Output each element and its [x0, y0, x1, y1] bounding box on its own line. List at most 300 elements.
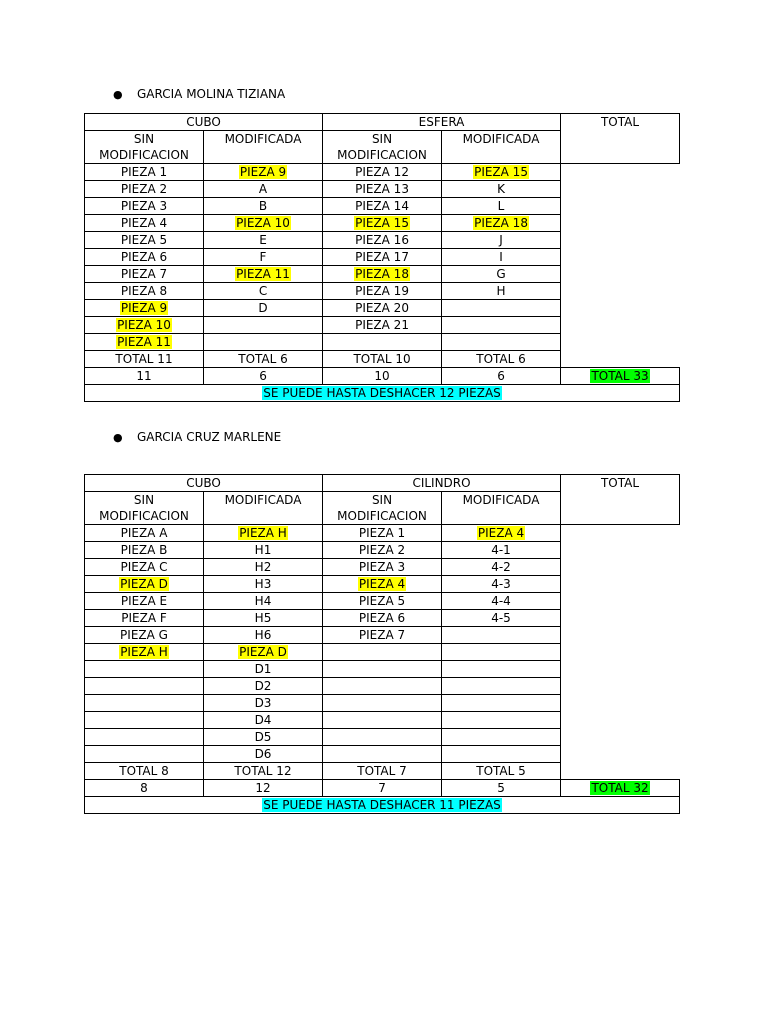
table-cell — [323, 317, 442, 334]
cell-text: D3 — [254, 696, 272, 710]
table-cell — [442, 249, 561, 266]
cell-text: MODIFICADA — [224, 493, 302, 507]
table-cell — [442, 576, 561, 593]
table-row — [85, 627, 680, 644]
table-cell — [85, 593, 204, 610]
table-cell — [85, 181, 204, 198]
highlighted-cell-text: PIEZA H — [239, 526, 287, 540]
highlighted-cell-text: PIEZA D — [239, 645, 287, 659]
blank-total-cell — [561, 661, 680, 678]
cell-text: D5 — [254, 730, 272, 744]
cell-text: SIN MODIFICACION — [337, 132, 427, 162]
highlighted-cell-text: PIEZA H — [120, 645, 168, 659]
table-row — [85, 593, 680, 610]
cell-text: D1 — [254, 662, 272, 676]
pieces-table — [84, 474, 680, 814]
table-cell — [323, 334, 442, 351]
cell-text: TOTAL 10 — [353, 352, 411, 366]
cell-text: 4-2 — [491, 560, 511, 574]
cell-text: PIEZA 14 — [355, 199, 409, 213]
table-row — [85, 746, 680, 763]
highlighted-cell-text: PIEZA 15 — [355, 216, 409, 230]
table-cell — [85, 215, 204, 232]
cell-text: H4 — [254, 594, 272, 608]
table-cell — [204, 334, 323, 351]
cell-text: PIEZA B — [120, 543, 168, 557]
cell-text: G — [496, 267, 506, 281]
table-cell — [442, 644, 561, 661]
group-header — [85, 475, 323, 492]
blank-total-cell — [561, 351, 680, 368]
cell-text: I — [499, 250, 503, 264]
table-cell — [204, 300, 323, 317]
table-cell — [85, 559, 204, 576]
highlighted-cell-text: PIEZA 10 — [236, 216, 290, 230]
cell-text: 4-5 — [491, 611, 511, 625]
table-cell — [204, 542, 323, 559]
cell-text: ESFERA — [418, 115, 465, 129]
table-cell — [204, 181, 323, 198]
highlighted-cell-text: PIEZA 18 — [474, 216, 528, 230]
blank-total-cell — [561, 729, 680, 746]
cell-text: 5 — [497, 781, 505, 795]
total-label — [323, 351, 442, 368]
cell-text: PIEZA G — [120, 628, 168, 642]
student-name: GARCIA CRUZ MARLENE — [137, 430, 282, 444]
total-label — [204, 351, 323, 368]
blank-total-cell — [561, 334, 680, 351]
table-cell — [442, 559, 561, 576]
cell-text: 6 — [497, 369, 505, 383]
cell-text: H — [496, 284, 506, 298]
cell-text: PIEZA 21 — [355, 318, 409, 332]
blank-total-cell — [561, 678, 680, 695]
cell-text: D — [258, 301, 268, 315]
cell-text: 11 — [136, 369, 152, 383]
student-heading — [113, 429, 281, 445]
table-cell — [204, 576, 323, 593]
cell-text: H6 — [254, 628, 272, 642]
cell-text: C — [258, 284, 268, 298]
table-cell — [85, 695, 204, 712]
cell-text: PIEZA 13 — [355, 182, 409, 196]
table-cell — [204, 627, 323, 644]
cell-text: PIEZA 12 — [355, 165, 409, 179]
blank-total-cell — [561, 181, 680, 198]
table-cell — [442, 164, 561, 181]
blank-total-cell — [561, 627, 680, 644]
column-header — [85, 492, 204, 525]
table-cell — [442, 215, 561, 232]
cell-text: H1 — [254, 543, 272, 557]
cell-text: 8 — [140, 781, 148, 795]
table-cell — [85, 712, 204, 729]
totals-label-row — [85, 351, 680, 368]
table-cell — [85, 164, 204, 181]
cell-text: PIEZA 4 — [120, 216, 168, 230]
table-cell — [85, 610, 204, 627]
highlighted-cell-text: TOTAL 33 — [591, 369, 649, 383]
table-cell — [442, 542, 561, 559]
table-row — [85, 215, 680, 232]
table-cell — [204, 678, 323, 695]
blank-total-cell — [561, 644, 680, 661]
table-cell — [85, 317, 204, 334]
table-row — [85, 729, 680, 746]
cell-text: PIEZA 6 — [120, 250, 168, 264]
table-row — [85, 283, 680, 300]
cell-text: H5 — [254, 611, 272, 625]
table-cell — [323, 542, 442, 559]
blank-total-cell — [561, 249, 680, 266]
blank-total-cell — [561, 593, 680, 610]
table-cell — [323, 576, 442, 593]
table-row — [85, 164, 680, 181]
cell-text: PIEZA 3 — [120, 199, 168, 213]
cell-text: A — [258, 182, 268, 196]
table-cell — [85, 627, 204, 644]
table-cell — [442, 729, 561, 746]
table-cell — [323, 164, 442, 181]
table-cell — [323, 712, 442, 729]
cell-text: PIEZA 5 — [358, 594, 406, 608]
total-value — [442, 780, 561, 797]
table-row — [85, 300, 680, 317]
table-cell — [204, 232, 323, 249]
table-cell — [85, 542, 204, 559]
table-cell — [323, 678, 442, 695]
student-name: GARCIA MOLINA TIZIANA — [137, 87, 286, 101]
cell-text: PIEZA F — [121, 611, 167, 625]
table-row — [85, 559, 680, 576]
cell-text: CUBO — [186, 476, 221, 490]
cell-text: MODIFICADA — [462, 493, 540, 507]
table-cell — [442, 678, 561, 695]
blank-total-cell — [561, 317, 680, 334]
total-label — [442, 351, 561, 368]
column-header — [323, 131, 442, 164]
table-cell — [85, 334, 204, 351]
total-label — [442, 763, 561, 780]
cell-text: H3 — [254, 577, 272, 591]
blank-total-cell — [561, 576, 680, 593]
bullet-icon: ● — [113, 431, 123, 444]
table-cell — [442, 334, 561, 351]
table-cell — [323, 266, 442, 283]
table-cell — [442, 746, 561, 763]
column-header — [442, 492, 561, 525]
blank-total-cell — [561, 712, 680, 729]
table-cell — [323, 729, 442, 746]
grand-total — [561, 780, 680, 797]
table-cell — [323, 627, 442, 644]
table-cell — [442, 232, 561, 249]
cell-text: 4-3 — [491, 577, 511, 591]
total-value — [85, 780, 204, 797]
table-row — [85, 644, 680, 661]
cell-text: E — [259, 233, 267, 247]
blank-total-cell — [561, 746, 680, 763]
table-cell — [442, 661, 561, 678]
table-row — [85, 712, 680, 729]
group-header — [85, 114, 323, 131]
table-cell — [85, 198, 204, 215]
cell-text: D6 — [254, 747, 272, 761]
note-row — [85, 385, 680, 402]
cell-text: TOTAL — [600, 476, 640, 490]
table-cell — [204, 215, 323, 232]
highlighted-cell-text: SE PUEDE HASTA DESHACER 11 PIEZAS — [263, 798, 501, 812]
blank-total-cell — [561, 215, 680, 232]
table-row — [85, 525, 680, 542]
blank-total-cell — [561, 283, 680, 300]
cell-text: PIEZA E — [120, 594, 168, 608]
blank-total-cell — [561, 232, 680, 249]
group-header-row — [85, 475, 680, 492]
table-cell — [85, 232, 204, 249]
cell-text: B — [258, 199, 268, 213]
blank-total-cell — [561, 198, 680, 215]
cell-text: TOTAL 5 — [476, 764, 526, 778]
table-row — [85, 198, 680, 215]
cell-text: CUBO — [186, 115, 221, 129]
cell-text: PIEZA 7 — [358, 628, 406, 642]
cell-text: L — [497, 199, 505, 213]
cell-text: MODIFICADA — [224, 132, 302, 146]
highlighted-cell-text: PIEZA 10 — [117, 318, 171, 332]
table-row — [85, 695, 680, 712]
cell-text: SIN MODIFICACION — [99, 132, 189, 162]
table-cell — [85, 266, 204, 283]
highlighted-cell-text: PIEZA 4 — [477, 526, 525, 540]
group-header-row — [85, 114, 680, 131]
table-cell — [442, 266, 561, 283]
note-row — [85, 797, 680, 814]
highlighted-cell-text: PIEZA 15 — [474, 165, 528, 179]
cell-text: 6 — [259, 369, 267, 383]
cell-text: PIEZA 1 — [358, 526, 406, 540]
table-cell — [323, 300, 442, 317]
table-row — [85, 334, 680, 351]
table-cell — [323, 283, 442, 300]
table-cell — [204, 164, 323, 181]
cell-text: SIN MODIFICACION — [99, 493, 189, 523]
column-header — [204, 131, 323, 164]
column-header — [442, 131, 561, 164]
total-label — [204, 763, 323, 780]
total-value — [323, 780, 442, 797]
highlighted-cell-text: PIEZA 4 — [358, 577, 406, 591]
pieces-table-section — [84, 113, 679, 402]
cell-text: TOTAL 12 — [234, 764, 292, 778]
cell-text: D2 — [254, 679, 272, 693]
cell-text: PIEZA 2 — [120, 182, 168, 196]
bullet-icon: ● — [113, 88, 123, 101]
total-header — [561, 114, 680, 164]
cell-text: SIN MODIFICACION — [337, 493, 427, 523]
table-row — [85, 317, 680, 334]
cell-text: D4 — [254, 713, 272, 727]
cell-text: K — [497, 182, 505, 196]
table-cell — [85, 249, 204, 266]
totals-value-row — [85, 780, 680, 797]
pieces-table-section — [84, 474, 679, 814]
group-header — [323, 114, 561, 131]
table-cell — [323, 746, 442, 763]
column-header — [85, 131, 204, 164]
table-cell — [323, 559, 442, 576]
table-row — [85, 661, 680, 678]
total-value — [204, 780, 323, 797]
table-row — [85, 232, 680, 249]
table-cell — [442, 712, 561, 729]
table-cell — [85, 300, 204, 317]
table-cell — [85, 661, 204, 678]
cell-text: 4-1 — [491, 543, 511, 557]
table-row — [85, 181, 680, 198]
table-cell — [323, 661, 442, 678]
table-cell — [442, 317, 561, 334]
total-label — [85, 763, 204, 780]
cell-text: PIEZA A — [120, 526, 168, 540]
table-cell — [204, 729, 323, 746]
table-cell — [442, 525, 561, 542]
table-cell — [204, 610, 323, 627]
table-cell — [442, 593, 561, 610]
blank-total-cell — [561, 525, 680, 542]
cell-text: J — [499, 233, 503, 247]
table-cell — [323, 525, 442, 542]
column-header — [323, 492, 442, 525]
table-cell — [442, 300, 561, 317]
table-cell — [204, 266, 323, 283]
blank-total-cell — [561, 559, 680, 576]
cell-text: CILINDRO — [412, 476, 471, 490]
cell-text: PIEZA 16 — [355, 233, 409, 247]
table-cell — [323, 695, 442, 712]
cell-text: PIEZA 2 — [358, 543, 406, 557]
table-cell — [323, 232, 442, 249]
pieces-table — [84, 113, 680, 402]
cell-text: 10 — [374, 369, 390, 383]
cell-text: PIEZA 5 — [120, 233, 168, 247]
cell-text: PIEZA 17 — [355, 250, 409, 264]
table-cell — [323, 249, 442, 266]
cell-text: PIEZA C — [120, 560, 168, 574]
student-heading — [113, 86, 285, 102]
table-cell — [204, 593, 323, 610]
table-cell — [204, 746, 323, 763]
blank-total-cell — [561, 300, 680, 317]
cell-text: TOTAL 6 — [238, 352, 288, 366]
table-cell — [442, 695, 561, 712]
cell-text: 7 — [378, 781, 386, 795]
table-cell — [204, 525, 323, 542]
table-cell — [85, 525, 204, 542]
table-cell — [204, 283, 323, 300]
table-cell — [204, 712, 323, 729]
table-cell — [85, 678, 204, 695]
table-cell — [323, 593, 442, 610]
blank-total-cell — [561, 695, 680, 712]
table-cell — [204, 644, 323, 661]
cell-text: PIEZA 3 — [358, 560, 406, 574]
table-cell — [204, 249, 323, 266]
blank-total-cell — [561, 763, 680, 780]
totals-value-row — [85, 368, 680, 385]
cell-text: PIEZA 8 — [120, 284, 168, 298]
table-row — [85, 266, 680, 283]
highlighted-cell-text: PIEZA 18 — [355, 267, 409, 281]
cell-text: TOTAL 8 — [119, 764, 169, 778]
blank-total-cell — [561, 266, 680, 283]
cell-text: 12 — [255, 781, 271, 795]
cell-text: PIEZA 7 — [120, 267, 168, 281]
table-row — [85, 542, 680, 559]
table-cell — [442, 283, 561, 300]
table-cell — [442, 627, 561, 644]
table-cell — [323, 198, 442, 215]
table-row — [85, 249, 680, 266]
column-header — [204, 492, 323, 525]
total-value — [85, 368, 204, 385]
highlighted-cell-text: PIEZA 9 — [239, 165, 287, 179]
cell-text: 4-4 — [491, 594, 511, 608]
table-cell — [442, 610, 561, 627]
table-row — [85, 610, 680, 627]
total-value — [442, 368, 561, 385]
total-header — [561, 475, 680, 525]
table-cell — [442, 181, 561, 198]
total-value — [323, 368, 442, 385]
highlighted-cell-text: PIEZA 11 — [236, 267, 290, 281]
cell-text: TOTAL 6 — [476, 352, 526, 366]
table-cell — [323, 610, 442, 627]
table-cell — [85, 576, 204, 593]
cell-text: TOTAL 11 — [115, 352, 173, 366]
summary-note — [85, 797, 680, 814]
table-cell — [323, 644, 442, 661]
cell-text: TOTAL 7 — [357, 764, 407, 778]
highlighted-cell-text: PIEZA 11 — [117, 335, 171, 349]
cell-text: PIEZA 6 — [358, 611, 406, 625]
table-cell — [85, 746, 204, 763]
cell-text: TOTAL — [600, 115, 640, 129]
highlighted-cell-text: TOTAL 32 — [591, 781, 649, 795]
table-row — [85, 576, 680, 593]
total-label — [85, 351, 204, 368]
cell-text: PIEZA 1 — [120, 165, 168, 179]
cell-text: F — [259, 250, 267, 264]
total-value — [204, 368, 323, 385]
highlighted-cell-text: SE PUEDE HASTA DESHACER 12 PIEZAS — [263, 386, 501, 400]
table-cell — [204, 198, 323, 215]
cell-text: MODIFICADA — [462, 132, 540, 146]
cell-text: H2 — [254, 560, 272, 574]
summary-note — [85, 385, 680, 402]
blank-total-cell — [561, 542, 680, 559]
table-cell — [85, 644, 204, 661]
table-cell — [204, 695, 323, 712]
highlighted-cell-text: PIEZA D — [120, 577, 168, 591]
cell-text: PIEZA 19 — [355, 284, 409, 298]
table-cell — [204, 559, 323, 576]
table-cell — [85, 729, 204, 746]
blank-total-cell — [561, 610, 680, 627]
grand-total — [561, 368, 680, 385]
total-label — [323, 763, 442, 780]
table-cell — [323, 215, 442, 232]
